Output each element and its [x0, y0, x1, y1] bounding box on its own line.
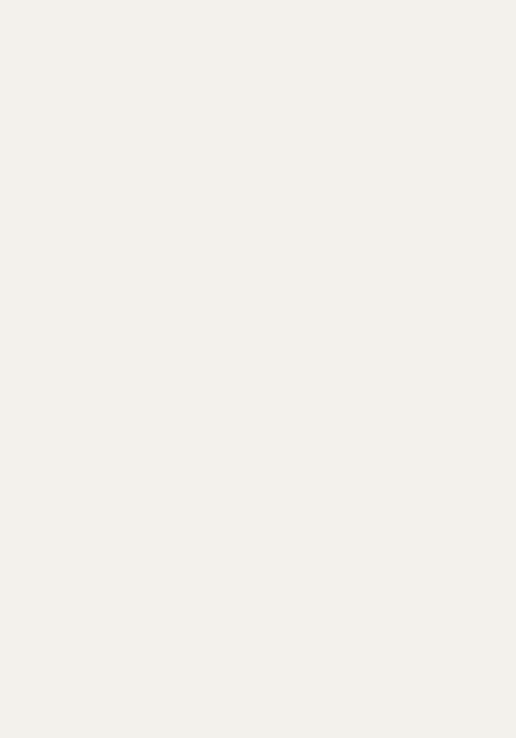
lower-text-block [10, 388, 506, 688]
upper-text-block [10, 60, 506, 345]
